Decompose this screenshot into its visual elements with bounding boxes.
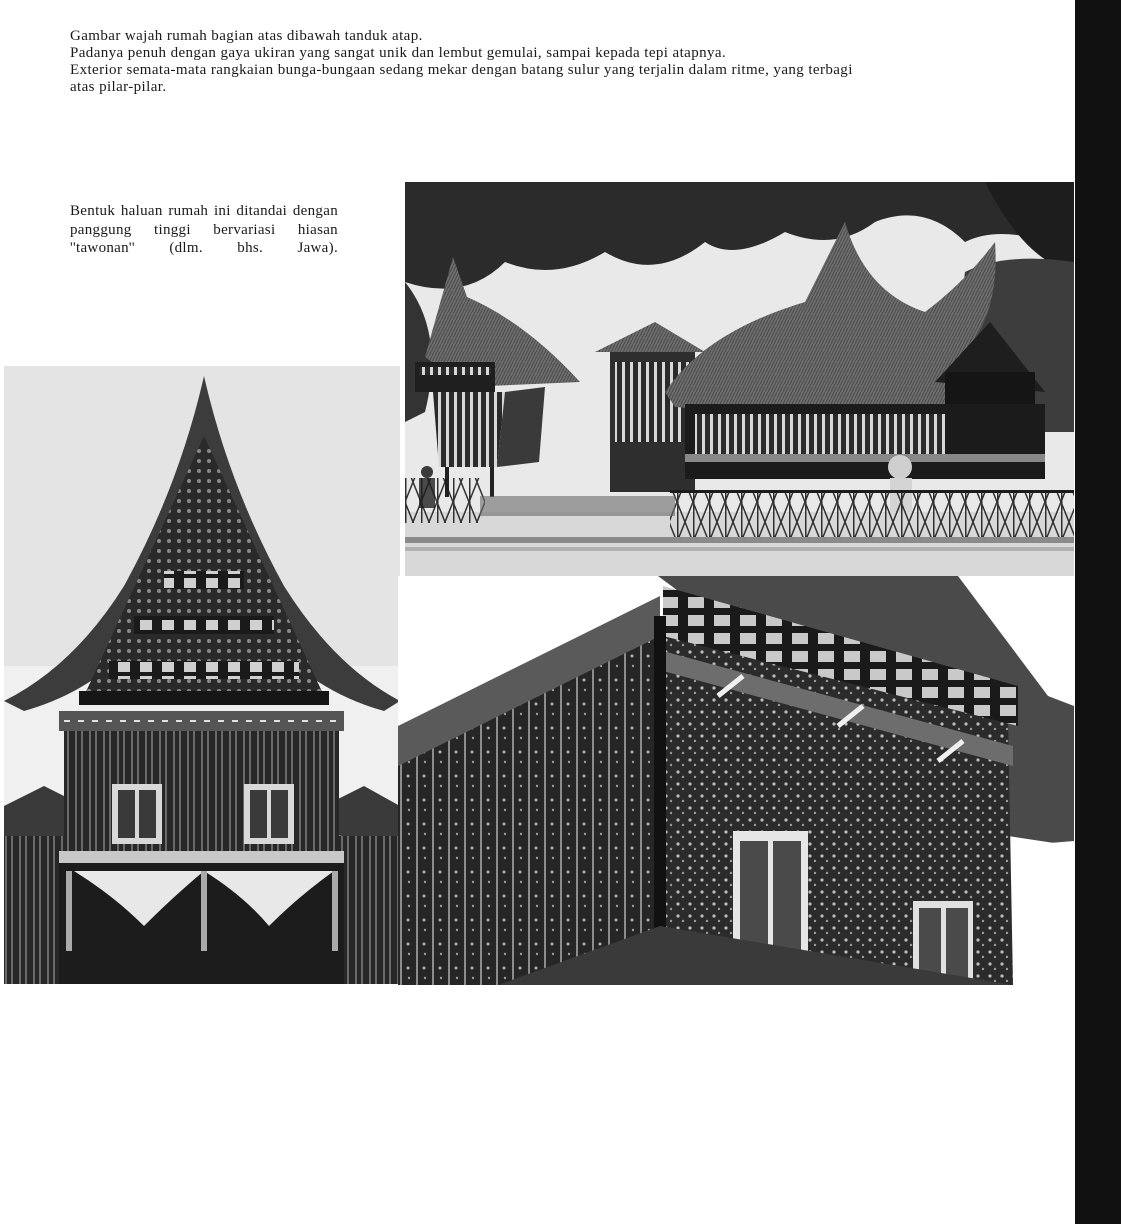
top-caption — [70, 28, 870, 96]
scan-margin-bar — [1075, 0, 1121, 1224]
caption-line-2: Padanya penuh dengan gaya ukiran yang sangat unik dan lembut gemulai, sampai kepada tepi atapnya. — [70, 45, 727, 61]
side-caption: Bentuk haluan rumah ini ditandai dengan panggung tinggi bervariasi hiasan ''tawonan'' (dlm. bhs. Jawa). — [70, 203, 338, 256]
caption-line-3: Exterior semata-mata rangkaian bunga-bungaan sedang mekar dengan batang sulur yang terjalin dalam ritme, yang terbagi atas pilar-pilar. — [70, 62, 853, 95]
photo-corner — [398, 576, 1074, 985]
photo-village — [405, 182, 1074, 580]
photo-facade — [4, 366, 400, 984]
caption-line-1: Gambar wajah rumah bagian atas dibawah tanduk atap. — [70, 28, 423, 44]
photo-corner-image — [398, 576, 1074, 985]
photo-facade-image — [4, 366, 400, 984]
photo-village-image — [405, 182, 1074, 580]
